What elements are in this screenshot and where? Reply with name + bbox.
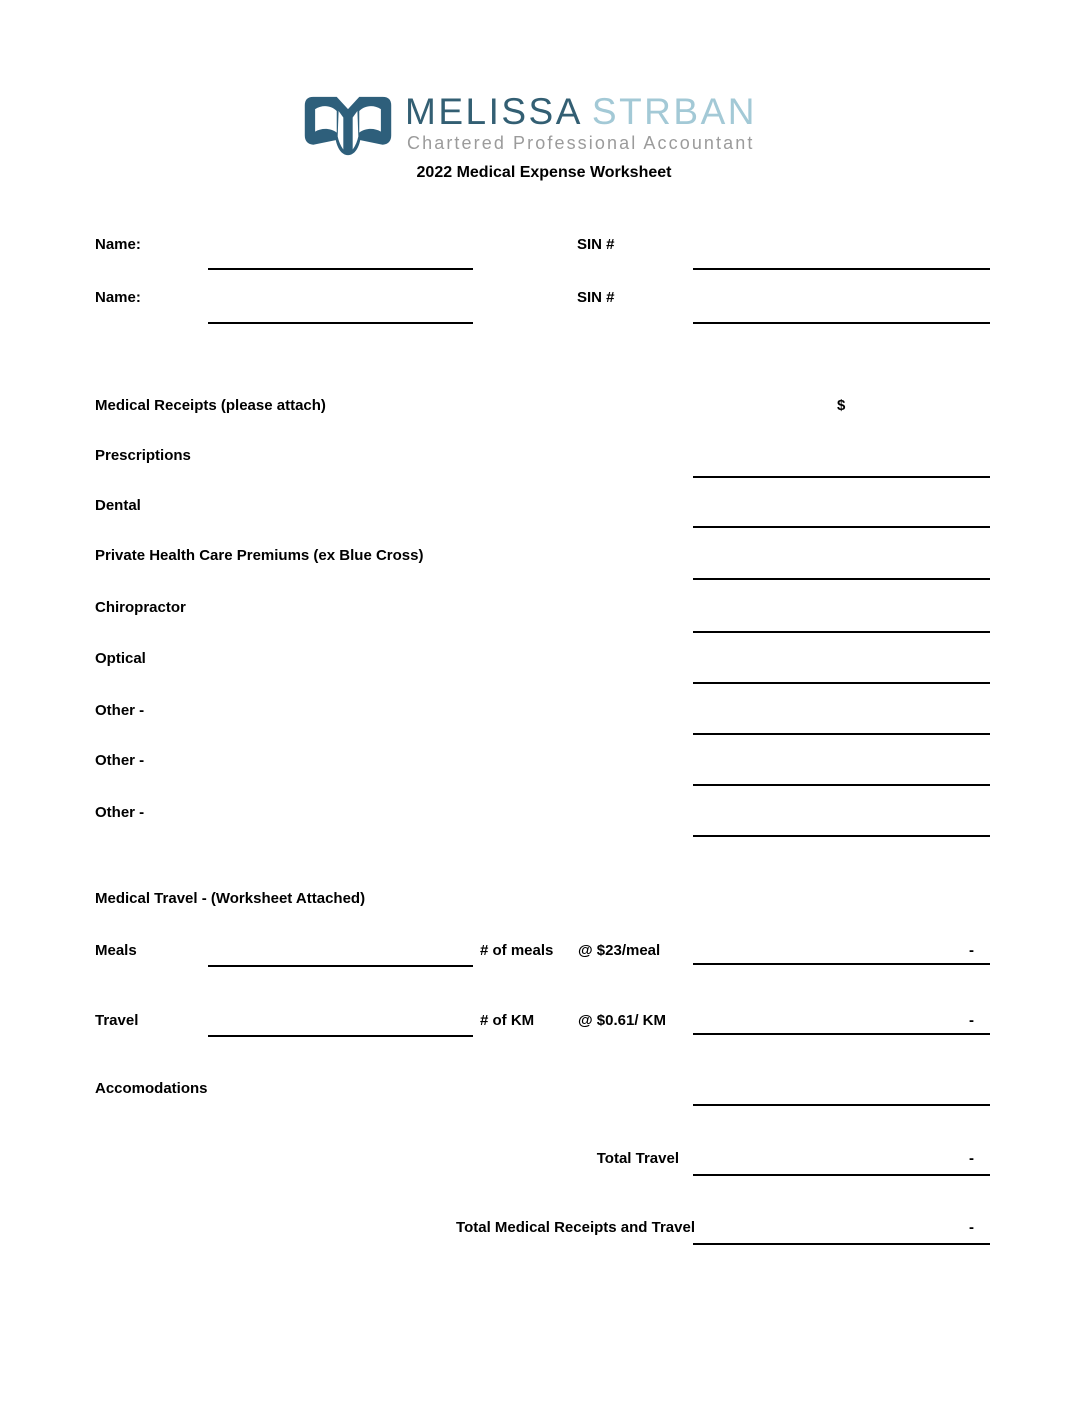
open-book-m-logo-icon: [302, 95, 394, 157]
receipt-item-label: Optical: [95, 650, 146, 667]
meals-quantity-line[interactable]: [208, 965, 473, 967]
travel-km-label: Travel: [95, 1012, 139, 1029]
receipt-item-label: Other -: [95, 804, 145, 821]
receipt-amount-line[interactable]: [693, 733, 990, 735]
receipts-heading: Medical Receipts (please attach): [95, 397, 326, 414]
receipt-amount-line[interactable]: [693, 682, 990, 684]
travel-km-quantity-line[interactable]: [208, 1035, 473, 1037]
sin-input-line-1[interactable]: [693, 268, 990, 270]
grand-total-label: Total Medical Receipts and Travel: [456, 1219, 695, 1236]
meals-rate-label: @ $23/meal: [578, 942, 661, 959]
name-input-line-2[interactable]: [208, 322, 473, 324]
receipt-item-label: Other -: [95, 752, 145, 769]
travel-km-amount-value: -: [969, 1012, 974, 1029]
meals-quantity-label: # of meals: [480, 942, 554, 959]
brand-name: [405, 93, 757, 131]
receipt-amount-line[interactable]: [693, 526, 990, 528]
meals-label: Meals: [95, 942, 137, 959]
name-label-2: Name:: [95, 289, 141, 306]
sin-label-1: SIN #: [577, 236, 615, 253]
page-title: 2022 Medical Expense Worksheet: [416, 164, 672, 181]
travel-km-amount-line[interactable]: [693, 1033, 990, 1035]
brand-first-name: MELISSA: [405, 91, 583, 132]
meals-amount-value: -: [969, 942, 974, 959]
receipt-item-label: Dental: [95, 497, 141, 514]
sin-label-2: SIN #: [577, 289, 615, 306]
receipt-item-label: Private Health Care Premiums (ex Blue Cross): [95, 547, 424, 564]
sin-input-line-2[interactable]: [693, 322, 990, 324]
grand-total-amount-value: -: [969, 1219, 974, 1236]
currency-symbol: $: [837, 397, 846, 414]
total-travel-label: Total Travel: [596, 1150, 679, 1167]
receipt-amount-line[interactable]: [693, 476, 990, 478]
brand-last-name: STRBAN: [591, 91, 757, 132]
travel-heading: Medical Travel - (Worksheet Attached): [95, 890, 366, 907]
meals-amount-line[interactable]: [693, 963, 990, 965]
accommodations-amount-line[interactable]: [693, 1104, 990, 1106]
receipt-item-label: Prescriptions: [95, 447, 191, 464]
receipt-amount-line[interactable]: [693, 784, 990, 786]
total-travel-amount-value: -: [969, 1150, 974, 1167]
travel-km-quantity-label: # of KM: [480, 1012, 535, 1029]
name-label-1: Name:: [95, 236, 141, 253]
receipt-amount-line[interactable]: [693, 631, 990, 633]
receipt-item-label: Chiropractor: [95, 599, 186, 616]
name-input-line-1[interactable]: [208, 268, 473, 270]
receipt-amount-line[interactable]: [693, 835, 990, 837]
accommodations-label: Accomodations: [95, 1080, 208, 1097]
receipt-item-label: Other -: [95, 702, 145, 719]
travel-km-rate-label: @ $0.61/ KM: [578, 1012, 666, 1029]
brand-tagline: Chartered Professional Accountant: [407, 133, 755, 153]
total-travel-amount-line[interactable]: [693, 1174, 990, 1176]
receipt-amount-line[interactable]: [693, 578, 990, 580]
grand-total-amount-line[interactable]: [693, 1243, 990, 1245]
